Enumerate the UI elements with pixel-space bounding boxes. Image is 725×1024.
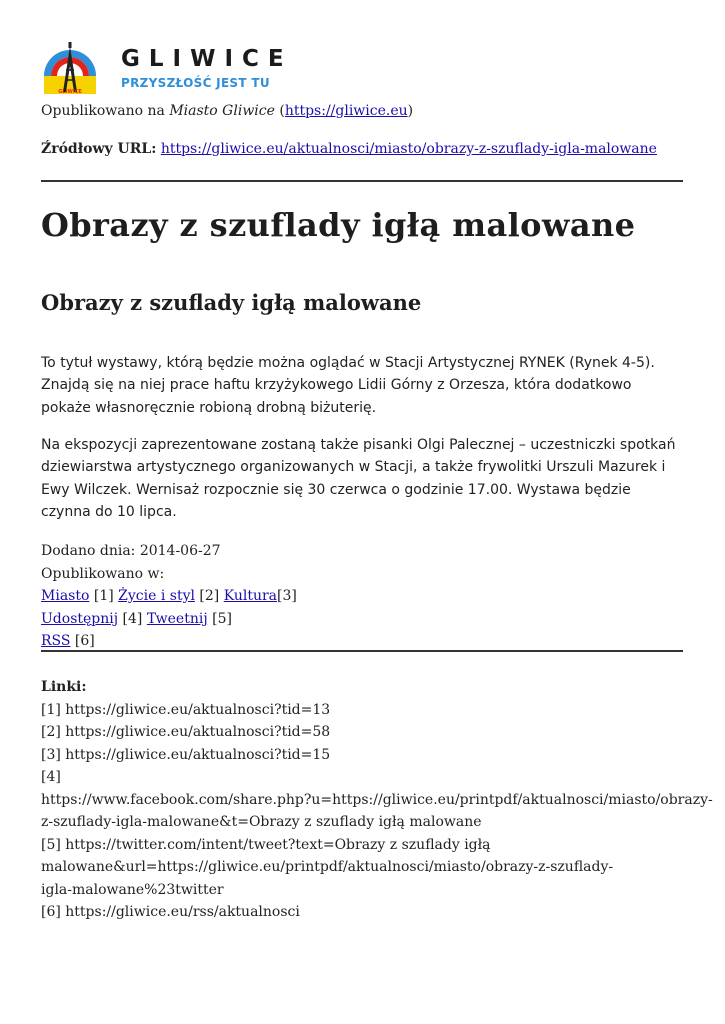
header-divider <box>41 180 683 182</box>
link-line: igla-malowane%23twitter <box>41 881 224 898</box>
article-info <box>41 540 297 653</box>
ref-4: [4] <box>118 610 147 627</box>
category-link-miasto[interactable]: Miasto <box>41 588 90 604</box>
link-line: [6] https://gliwice.eu/rss/aktualnosci <box>41 904 300 920</box>
published-prefix: Opublikowano na <box>41 103 170 119</box>
source-url-link[interactable]: https://gliwice.eu/aktualnosci/miasto/obrazy-z-szuflady-igla-malowane <box>160 141 657 157</box>
share-links <box>41 608 297 631</box>
ref-5: [5] <box>207 610 232 627</box>
share-facebook-link[interactable]: Udostępnij <box>41 610 119 627</box>
gliwice-radio-tower-logo-icon <box>41 40 99 96</box>
source-url-block <box>41 138 661 160</box>
category-link-zycie-i-styl[interactable]: Życie i styl <box>118 588 195 604</box>
site-logo[interactable] <box>41 40 293 96</box>
published-on <box>41 100 413 122</box>
ref-6: [6] <box>70 633 95 649</box>
link-line: [4] <box>41 769 61 785</box>
article-paragraph-2: Na ekspozycji zaprezentowane zostaną także pisanki Olgi Palecznej – uczestniczki spotkań dziewiarstwa artystycznego organizowanych w Stacji, a także frywolitki Urszuli Mazurek i Ewy Wilczek. Wernisaż rozpocznie się 30 czerwca o godzinie 17.00. Wystawa będzie czynna do 10 lipca. <box>41 437 676 521</box>
ref-1: [1] <box>89 588 119 604</box>
category-links <box>41 585 297 608</box>
link-line: https://www.facebook.com/share.php?u=https://gliwice.eu/printpdf/aktualnosci/miasto/obrazy- <box>41 791 713 808</box>
logo-wordmark: GLIWICE <box>121 46 293 72</box>
share-twitter-link[interactable]: Tweetnij <box>146 610 208 627</box>
category-link-kultura[interactable]: Kultura <box>223 588 278 604</box>
links-heading: Linki: <box>41 679 87 695</box>
link-line: malowane&url=https://gliwice.eu/printpdf/aktualnosci/miasto/obrazy-z-szuflady- <box>41 859 614 875</box>
ref-2: [2] <box>194 588 224 604</box>
link-line: [3] https://gliwice.eu/aktualnosci?tid=15 <box>41 746 331 763</box>
link-line: [2] https://gliwice.eu/aktualnosci?tid=58 <box>41 724 331 740</box>
logo-slogan: PRZYSZŁOŚĆ JEST TU <box>121 76 270 90</box>
rss-link[interactable]: RSS <box>41 633 71 649</box>
article-paragraph-1: To tytuł wystawy, którą będzie można oglądać w Stacji Artystycznej RYNEK (Rynek 4-5). Znajdą się na niej prace haftu krzyżykowego Lidii Górny z Orzesza, która dodatkowo pokaże własnoręcznie robioną drobną biżuterię. <box>41 355 655 416</box>
link-line: [1] https://gliwice.eu/aktualnosci?tid=13 <box>41 701 331 718</box>
source-url-label: Źródłowy URL: <box>41 141 157 157</box>
published-site-name: Miasto Gliwice <box>169 103 275 119</box>
link-line: [5] https://twitter.com/intent/tweet?text=Obrazy z szuflady igłą <box>41 836 491 853</box>
links-section <box>41 676 725 924</box>
page-title: Obrazy z szuflady igłą malowane <box>41 206 636 244</box>
published-in-label: Opublikowano w: <box>41 565 165 582</box>
ref-3: [3] <box>277 588 297 604</box>
article-subtitle: Obrazy z szuflady igłą malowane <box>41 290 422 315</box>
published-open-paren: ( <box>274 103 285 119</box>
logo-badge-text: GLIWICE <box>58 89 82 95</box>
published-site-link[interactable]: https://gliwice.eu <box>284 103 408 119</box>
link-line: z-szuflady-igla-malowane&t=Obrazy z szuflady igłą malowane <box>41 814 482 830</box>
date-added: Dodano dnia: 2014-06-27 <box>41 543 221 559</box>
published-close-paren: ) <box>407 103 414 119</box>
footer-divider <box>41 650 683 652</box>
